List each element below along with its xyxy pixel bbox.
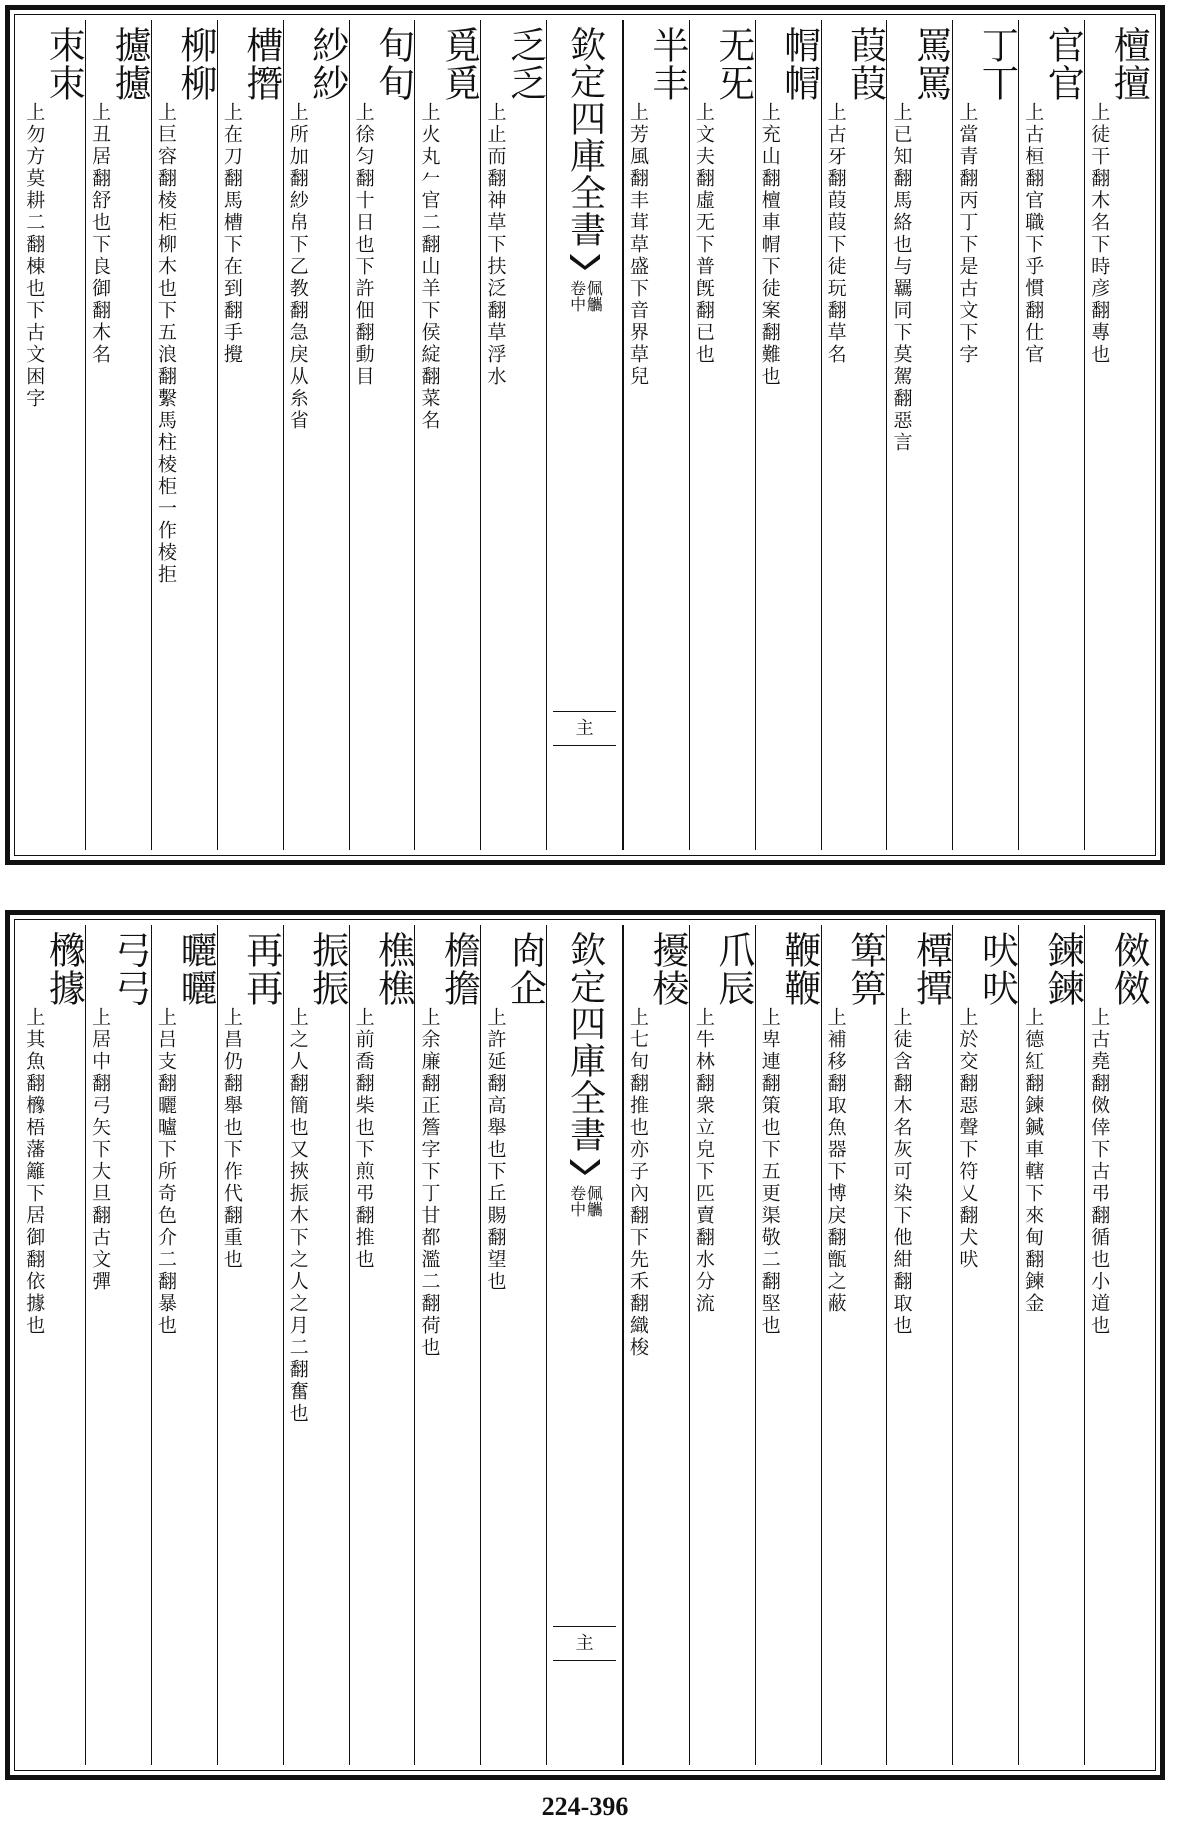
entry-head: 振振 xyxy=(305,931,349,1007)
entry-column xyxy=(414,20,480,850)
entry-gloss: 上牛林翻衆立皃下匹賣翻水分流 xyxy=(692,1007,715,1315)
entry-gloss: 上古堯翻傚倖下古弔翻循也小道也 xyxy=(1088,1007,1111,1337)
entry-head: 罵罵 xyxy=(909,26,953,102)
entry-column xyxy=(952,925,1018,1765)
top-page-columns xyxy=(20,20,1150,850)
bottom-page xyxy=(5,910,1165,1780)
entry-gloss: 上巨容翻棱柜柳木也下五浪翻繫馬柱棱柜一作棱拒 xyxy=(154,102,177,586)
entry-column xyxy=(20,925,85,1765)
entry-gloss: 上徒含翻木名灰可染下他紺翻取也 xyxy=(890,1007,913,1337)
entry-head: 檀擅 xyxy=(1107,26,1150,102)
entry-gloss: 上徒干翻木名下時彦翻專也 xyxy=(1088,102,1111,366)
entry-head: 㡌㡌 xyxy=(777,26,821,102)
entry-column xyxy=(480,925,546,1765)
center-fold-column xyxy=(546,20,623,850)
entry-gloss: 上昌仍翻舉也下作代翻重也 xyxy=(220,1007,243,1271)
entry-head: 丁丅 xyxy=(975,26,1019,102)
entry-head: 乏乏 xyxy=(503,26,547,102)
fishtail-mark-icon xyxy=(568,1157,602,1177)
entry-gloss: 上余廉翻正簷字下丁甘都濫二翻荷也 xyxy=(418,1007,441,1359)
volume-label-line: 佩觿 xyxy=(584,280,604,312)
entry-gloss: 上許延翻高舉也下丘賜翻望也 xyxy=(484,1007,507,1293)
entry-gloss: 上德紅翻鍊鍼車轄下來甸翻鍊金 xyxy=(1022,1007,1045,1315)
divider xyxy=(553,1660,616,1661)
entry-column xyxy=(217,20,283,850)
entry-column xyxy=(480,20,546,850)
volume-label xyxy=(568,280,602,312)
entry-gloss: 上古牙翻葭葭下徒玩翻草名 xyxy=(824,102,847,366)
entry-column xyxy=(952,20,1018,850)
page-number: 主 xyxy=(575,1633,594,1654)
entry-column xyxy=(283,20,349,850)
top-page xyxy=(5,5,1165,865)
entry-gloss: 上止而翻神草下扶泛翻草浮水 xyxy=(484,102,507,388)
entry-column xyxy=(1084,20,1150,850)
entry-head: 官官 xyxy=(1041,26,1085,102)
entry-head: 柳柳 xyxy=(173,26,217,102)
volume-label-line: 卷中 xyxy=(567,1185,587,1217)
page-number: 主 xyxy=(575,718,594,739)
entry-gloss: 上芳風翻丰茸草盛下音界草兒 xyxy=(626,102,649,388)
entry-column xyxy=(886,20,952,850)
entry-column xyxy=(85,20,151,850)
entry-head: 擾棱 xyxy=(645,931,689,1007)
entry-head: 樵樵 xyxy=(371,931,415,1007)
entry-column xyxy=(689,925,755,1765)
center-fold-column xyxy=(546,925,623,1765)
entry-head: 箄箅 xyxy=(843,931,887,1007)
entry-gloss: 上卑連翻策也下五更渠敬二翻堅也 xyxy=(758,1007,781,1337)
entry-gloss: 上已知翻馬絡也与羈同下莫駕翻惡言 xyxy=(890,102,913,454)
entry-column xyxy=(151,925,217,1765)
entry-column xyxy=(755,20,821,850)
entry-column xyxy=(151,20,217,850)
entry-gloss: 上充山翻檀車㡌下徒案翻難也 xyxy=(758,102,781,388)
bottom-page-columns xyxy=(20,925,1150,1765)
entry-column xyxy=(1084,925,1150,1765)
entry-head: 半丰 xyxy=(645,26,689,102)
entry-gloss: 上七旬翻推也亦子內翻下先禾翻織梭 xyxy=(626,1007,649,1359)
entry-head: 㕯企 xyxy=(503,931,547,1007)
entry-gloss: 上補移翻取魚器下博戾翻甑之蔽 xyxy=(824,1007,847,1315)
entry-column xyxy=(1018,925,1084,1765)
entry-gloss: 上之人翻簡也又挾振木下之人之月二翻奮也 xyxy=(286,1007,309,1425)
entry-head: 橝撢 xyxy=(909,931,953,1007)
entry-column xyxy=(623,925,689,1765)
entry-gloss: 上於交翻惡聲下符乂翻犬吠 xyxy=(956,1007,979,1271)
entry-column xyxy=(689,20,755,850)
entry-gloss: 上前喬翻柴也下煎弔翻推也 xyxy=(352,1007,375,1271)
entry-gloss: 上吕支翻曬曥下所奇色介二翻暴也 xyxy=(154,1007,177,1337)
entry-head: 傚傚 xyxy=(1107,931,1150,1007)
entry-gloss: 上在刀翻馬槽下在到翻手攪 xyxy=(220,102,243,366)
entry-gloss: 上徐匀翻十日也下許佃翻動目 xyxy=(352,102,375,388)
entry-head: 旬旬 xyxy=(371,26,415,102)
entry-column xyxy=(821,925,887,1765)
entry-head: 鞭鞭 xyxy=(777,931,821,1007)
entry-head: 櫲據 xyxy=(42,931,86,1007)
entry-gloss: 上當青翻丙丁下是古文下字 xyxy=(956,102,979,366)
entry-head: 葭葭 xyxy=(843,26,887,102)
entry-head: 爪辰 xyxy=(711,931,755,1007)
entry-column xyxy=(217,925,283,1765)
volume-label xyxy=(568,1185,602,1217)
entry-head: 槽撍 xyxy=(239,26,283,102)
entry-column xyxy=(349,20,415,850)
entry-gloss: 上丑居翻舒也下良御翻木名 xyxy=(89,102,112,366)
entry-column xyxy=(85,925,151,1765)
entry-column xyxy=(349,925,415,1765)
divider xyxy=(553,711,616,712)
volume-label-line: 卷中 xyxy=(567,280,587,312)
entry-head: 曬曬 xyxy=(173,931,217,1007)
entry-gloss: 上勿方莫耕二翻棟也下古文困字 xyxy=(23,102,46,410)
entry-head: 紗紗 xyxy=(305,26,349,102)
book-title: 欽定四庫全書 xyxy=(564,26,606,248)
entry-head: 无旡 xyxy=(711,26,755,102)
entry-gloss: 上火丸𠂉官二翻山羊下侯綻翻菜名 xyxy=(418,102,441,432)
footer-page-code: 224-396 xyxy=(541,1792,629,1821)
entry-column xyxy=(755,925,821,1765)
entry-column xyxy=(821,20,887,850)
entry-head: 檐擔 xyxy=(437,931,481,1007)
entry-head: 鍊鍊 xyxy=(1041,931,1085,1007)
divider xyxy=(553,1626,616,1627)
entry-gloss: 上居中翻弓矢下大旦翻古文彈 xyxy=(89,1007,112,1293)
entry-head: 弓弓 xyxy=(108,931,151,1007)
entry-head: 覓覓 xyxy=(437,26,481,102)
entry-column xyxy=(414,925,480,1765)
entry-column xyxy=(1018,20,1084,850)
entry-head: 吠吠 xyxy=(975,931,1019,1007)
entry-head: 朿朿 xyxy=(42,26,86,102)
entry-gloss: 上所加翻紗帛下乙教翻急戾从糸省 xyxy=(286,102,309,432)
entry-column xyxy=(20,20,85,850)
book-title: 欽定四庫全書 xyxy=(564,931,606,1153)
entry-gloss: 上文夫翻虛无下普旣翻已也 xyxy=(692,102,715,366)
fishtail-mark-icon xyxy=(568,252,602,272)
entry-head: 再再 xyxy=(239,931,283,1007)
divider xyxy=(553,745,616,746)
entry-column xyxy=(886,925,952,1765)
entry-head: 攄攄 xyxy=(108,26,151,102)
entry-gloss: 上其魚翻櫲梧藩籬下居御翻依據也 xyxy=(23,1007,46,1337)
volume-label-line: 佩觿 xyxy=(584,1185,604,1217)
entry-gloss: 上古桓翻官職下乎慣翻仕官 xyxy=(1022,102,1045,366)
entry-column xyxy=(283,925,349,1765)
entry-column xyxy=(623,20,689,850)
